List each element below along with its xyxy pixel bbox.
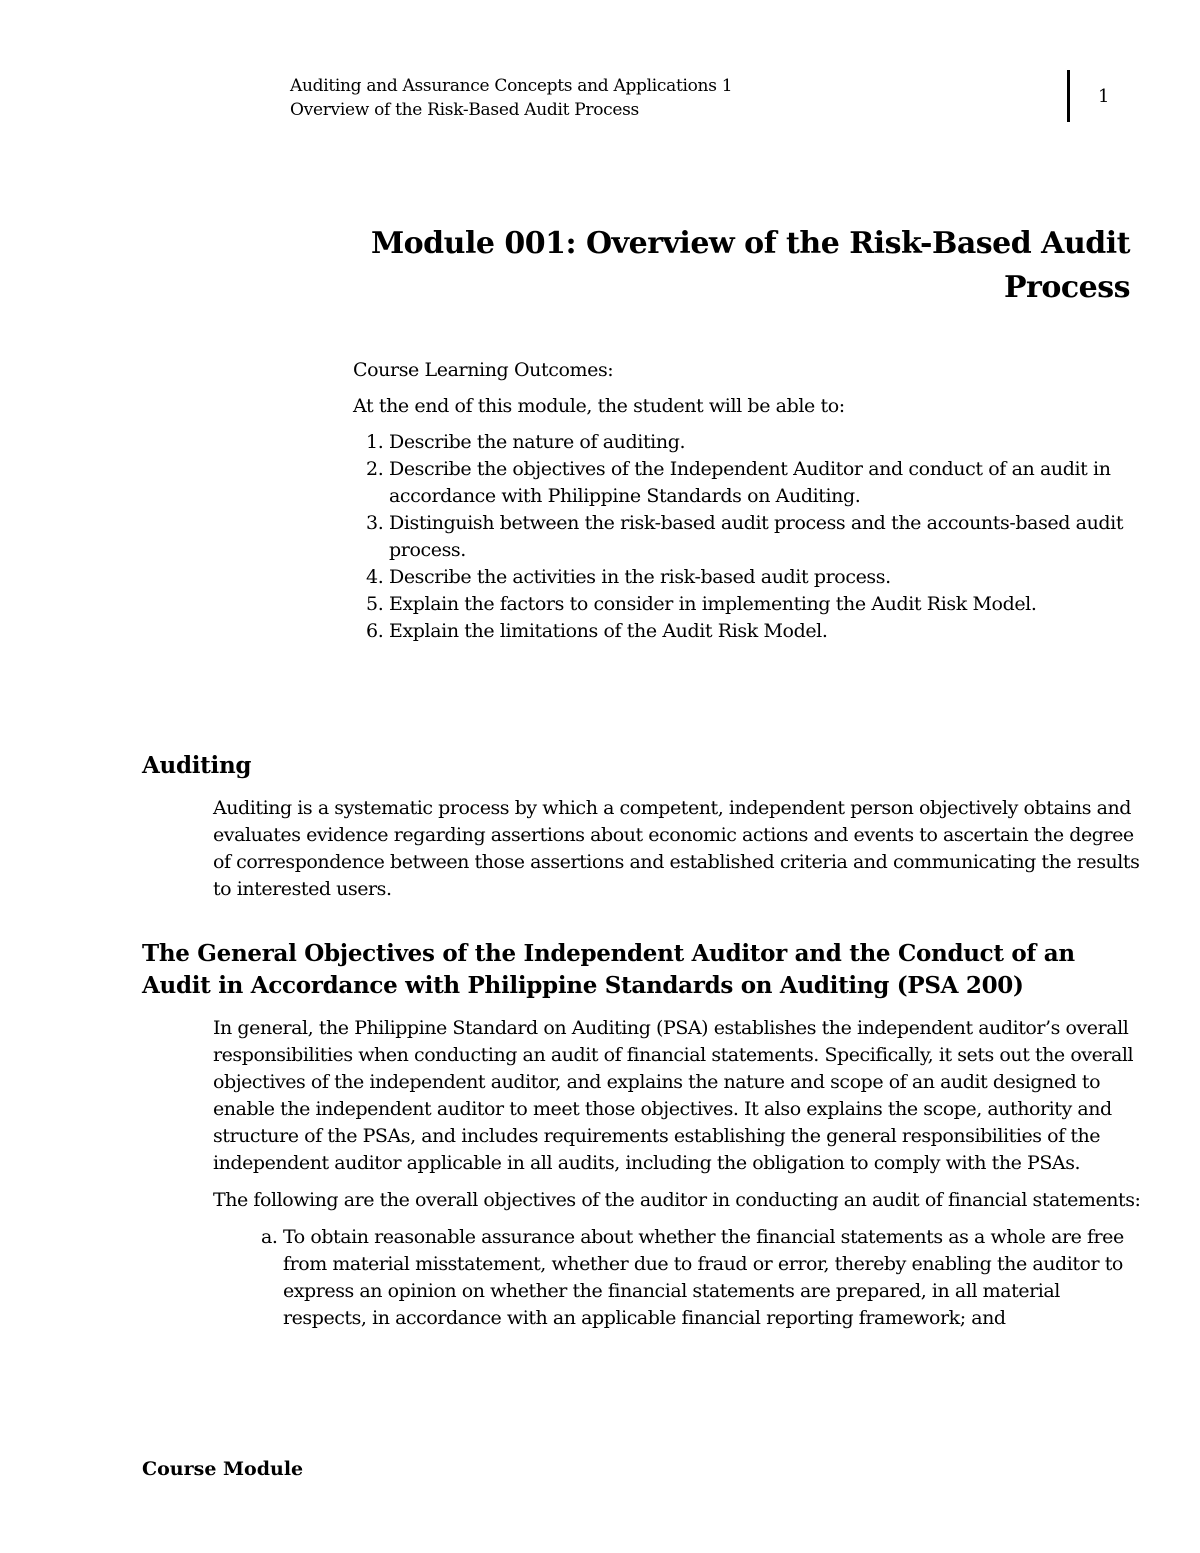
running-header [290, 74, 732, 122]
title-line-1: Module 001: Overview of the Risk-Based Audit [370, 226, 1130, 261]
learning-outcomes [353, 357, 1143, 645]
list-item: 3. Distinguish between the risk-based audit process and the accounts-based audit process. [389, 510, 1143, 564]
list-item: 5. Explain the factors to consider in implementing the Audit Risk Model. [389, 591, 1143, 618]
objectives-body [213, 1015, 1143, 1332]
section-heading-objectives: The General Objectives of the Independent Auditor and the Conduct of an Audit in Accordance with Philippine Standards on Auditing (PSA 200) [142, 940, 1075, 999]
paragraph: In general, the Philippine Standard on Auditing (PSA) establishes the independent auditor’s overall responsibilities when conducting an audit of financial statements. Specifically, it sets out the overall objectives of the independent auditor, and explains the nature and scope of an audit designed to enable the independent auditor to meet those objectives. It also explains the scope, authority and structure of the PSAs, and includes requirements establishing the general responsibilities of the independent auditor applicable in all audits, including the obligation to comply with the PSAs. [213, 1017, 1134, 1174]
list-item: 1. Describe the nature of auditing. [389, 429, 1143, 456]
objectives-list [213, 1224, 1143, 1332]
outcomes-intro: At the end of this module, the student will be able to: [353, 395, 845, 417]
list-item: 4. Describe the activities in the risk-based audit process. [389, 564, 1143, 591]
outcomes-heading: Course Learning Outcomes: [353, 359, 614, 381]
outcomes-list [353, 429, 1143, 645]
header-module-title: Overview of the Risk-Based Audit Process [290, 100, 639, 120]
title-line-2: Process [1003, 270, 1130, 305]
list-item: a. To obtain reasonable assurance about whether the financial statements as a whole are free from material misstatement, whether due to fraud or error, thereby enabling the auditor to express an opinion on whether the financial statements are prepared, in all material respects, in accordance with an applicable financial reporting framework; and [283, 1224, 1143, 1332]
auditing-paragraph [213, 795, 1143, 913]
section-heading-auditing: Auditing [142, 752, 252, 779]
page-number: 1 [1098, 86, 1110, 107]
page-title [371, 222, 1130, 310]
list-item: 2. Describe the objectives of the Independent Auditor and conduct of an audit in accordance with Philippine Standards on Auditing. [389, 456, 1143, 510]
header-divider [1067, 70, 1070, 122]
paragraph: The following are the overall objectives of the auditor in conducting an audit of financial statements: [213, 1189, 1141, 1211]
list-item: 6. Explain the limitations of the Audit Risk Model. [389, 618, 1143, 645]
footer-label: Course Module [142, 1458, 304, 1480]
header-course-title: Auditing and Assurance Concepts and Applications 1 [290, 76, 733, 96]
paragraph: Auditing is a systematic process by which a competent, independent person objectively obtains and evaluates evidence regarding assertions about economic actions and events to ascertain the degree of correspondence between those assertions and established criteria and communicating the results to interested users. [213, 797, 1140, 900]
